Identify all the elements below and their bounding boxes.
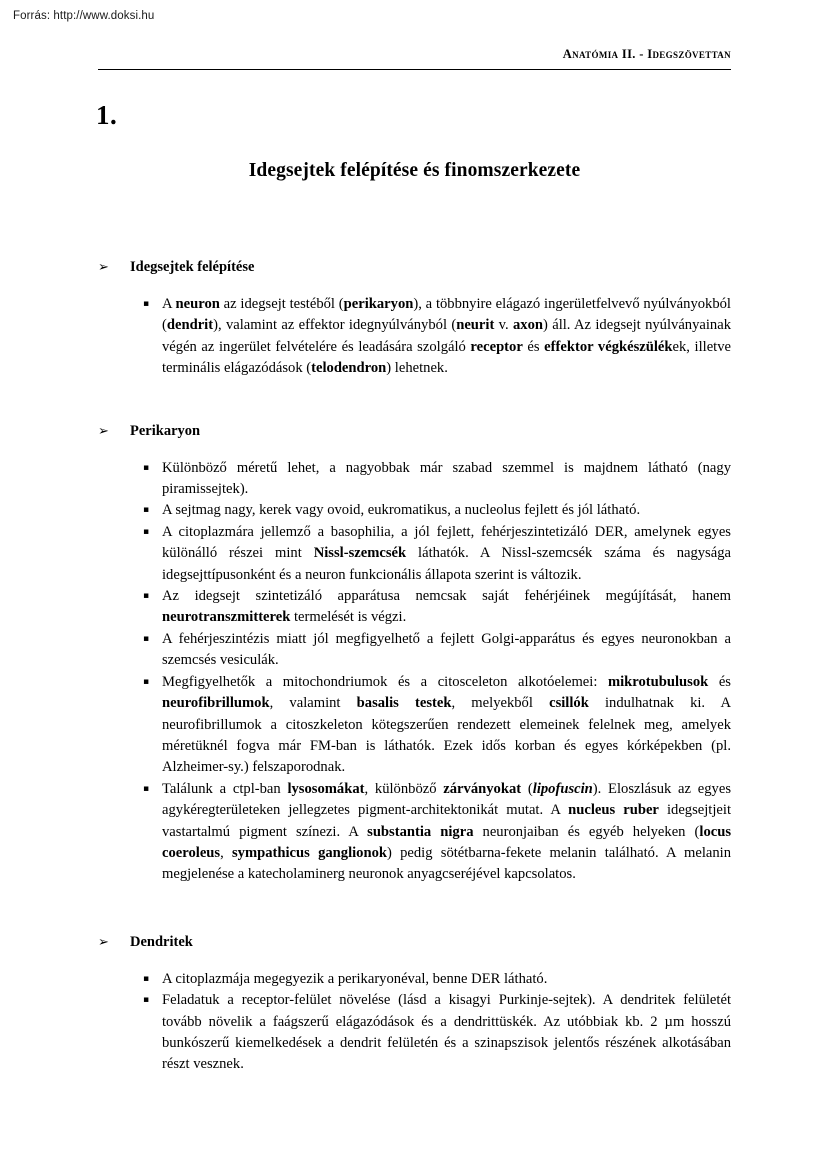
list-item (98, 500, 731, 521)
arrow-bullet-icon: ➢ (98, 934, 109, 950)
list-item-text: A neuron az idegsejt testéből (perikaryon), a többnyire elágazó ingerületfelvevő nyúlványokból (dendrit), valamint az effektor idegnyúlványból (neurit v. axon) áll. Az idegsejt nyúlványainak végén az ingerület felvételére és leadására szolgáló receptor és effektor végkészülékek, illetve terminális elágazódások (telodendron) lehetnek. (162, 296, 731, 377)
section-spacer (98, 380, 731, 422)
section-heading-label: Perikaryon (130, 422, 201, 439)
bullet-list (98, 294, 731, 380)
list-item-text: A fehérjeszintézis miatt jól megfigyelhető a fejlett Golgi-apparátus és egyes neuronokban a szemcsés vesiculák. (162, 630, 731, 669)
list-item (98, 990, 731, 1076)
section-heading (98, 933, 731, 952)
arrow-bullet-icon: ➢ (98, 423, 109, 439)
running-header-title: Anatómia II. - Idegszövettan (562, 47, 731, 61)
square-bullet-icon: ▪ (143, 299, 150, 309)
square-bullet-icon: ▪ (143, 783, 150, 794)
bullet-list (98, 969, 731, 1076)
square-bullet-icon: ▪ (143, 505, 150, 516)
list-item (98, 294, 731, 380)
header-divider (98, 69, 731, 70)
heading-spacer (98, 441, 731, 458)
chapter-number: 1. (96, 100, 118, 130)
list-item (98, 969, 731, 990)
square-bullet-icon: ▪ (143, 676, 150, 687)
heading-spacer (98, 952, 731, 969)
list-item-text: Megfigyelhetők a mitochondriumok és a citosceleton alkotóelemei: mikrotubulusok és neurofibrillumok, valamint basalis testek, melyekből csillók indulhatnak ki. A neurofibrillumok a citoszkeleton kötegszerűen rendezett elemeinek felelnek meg, amelyek méretüknél fogva már FM-ban is láthatók. Ezek idős korban és egyes kórképekben (pl. Alzheimer-sy.) felszaporodnak. (162, 673, 731, 776)
list-item (98, 522, 731, 586)
list-item-text: Feladatuk a receptor-felület növelése (lásd a kisagyi Purkinje-sejtek). A dendritek felületét tovább növelik a faágszerű elágazódások és a dendrittüskék. Az utóbbiak kb. 2 µm hosszú bunkószerű kiemelkedések a dendrit felületén és a szinapszisok jelentős részének alkotásában részt vesznek. (162, 992, 731, 1073)
list-item-text: A citoplazmára jellemző a basophilia, a jól fejlett, fehérjeszintetizáló DER, amelynek egyes különálló részei mint Nissl-szemcsék láthatók. A Nissl-szemcsék száma és nagysága idegsejttípusonként és a neuron funkcionális állapota szerint is változik. (162, 523, 731, 583)
square-bullet-icon: ▪ (143, 995, 150, 1006)
square-bullet-icon: ▪ (143, 973, 150, 984)
square-bullet-icon: ▪ (143, 591, 150, 602)
section-heading (98, 258, 731, 277)
list-item-text: Különböző méretű lehet, a nagyobbak már szabad szemmel is majdnem látható (nagy piramissejtek). (162, 459, 731, 498)
list-item (98, 586, 731, 629)
square-bullet-icon: ▪ (143, 526, 150, 537)
list-item-text: Találunk a ctpl-ban lysosomákat, különböző zárványokat (lipofuscin). Eloszlásuk az egyes agykéregterületeken jellegzetes pigment-architektonikát mutat. A nucleus ruber idegsejtjeit vastartalmú pigment színezi. A substantia nigra neuronjaiban és egyéb helyeken (locus coeroleus, sympathicus ganglionok) pedig sötétbarna-fekete melanin található. A melanin megjelenése a katecholaminerg neuronok anyagcseréjével kapcsolatos. (162, 780, 732, 883)
bullet-list (98, 458, 731, 886)
document-body (98, 258, 731, 1076)
square-bullet-icon: ▪ (143, 462, 150, 473)
section-spacer (98, 886, 731, 933)
arrow-bullet-icon: ➢ (98, 260, 109, 275)
list-item (98, 458, 731, 501)
page-header (98, 47, 731, 78)
list-item (98, 629, 731, 672)
square-bullet-icon: ▪ (143, 633, 150, 644)
list-item (98, 672, 731, 779)
source-watermark: Forrás: http://www.doksi.hu (13, 10, 155, 22)
list-item-text: A sejtmag nagy, kerek vagy ovoid, eukromatikus, a nucleolus fejlett és jól látható. (162, 502, 641, 519)
list-item (98, 779, 731, 886)
page-title: Idegsejtek felépítése és finomszerkezete (248, 160, 581, 181)
list-item-text: Az idegsejt szintetizáló apparátusa nemcsak saját fehérjéinek megújítását, hanem neurotranszmitterek termelését is végzi. (162, 588, 731, 626)
heading-spacer (98, 277, 731, 294)
section-heading-label: Dendritek (130, 933, 193, 950)
list-item-text: A citoplazmája megegyezik a perikaryonéval, benne DER látható. (162, 970, 548, 987)
section-heading (98, 422, 731, 441)
section-heading-label: Idegsejtek felépítése (130, 259, 255, 275)
